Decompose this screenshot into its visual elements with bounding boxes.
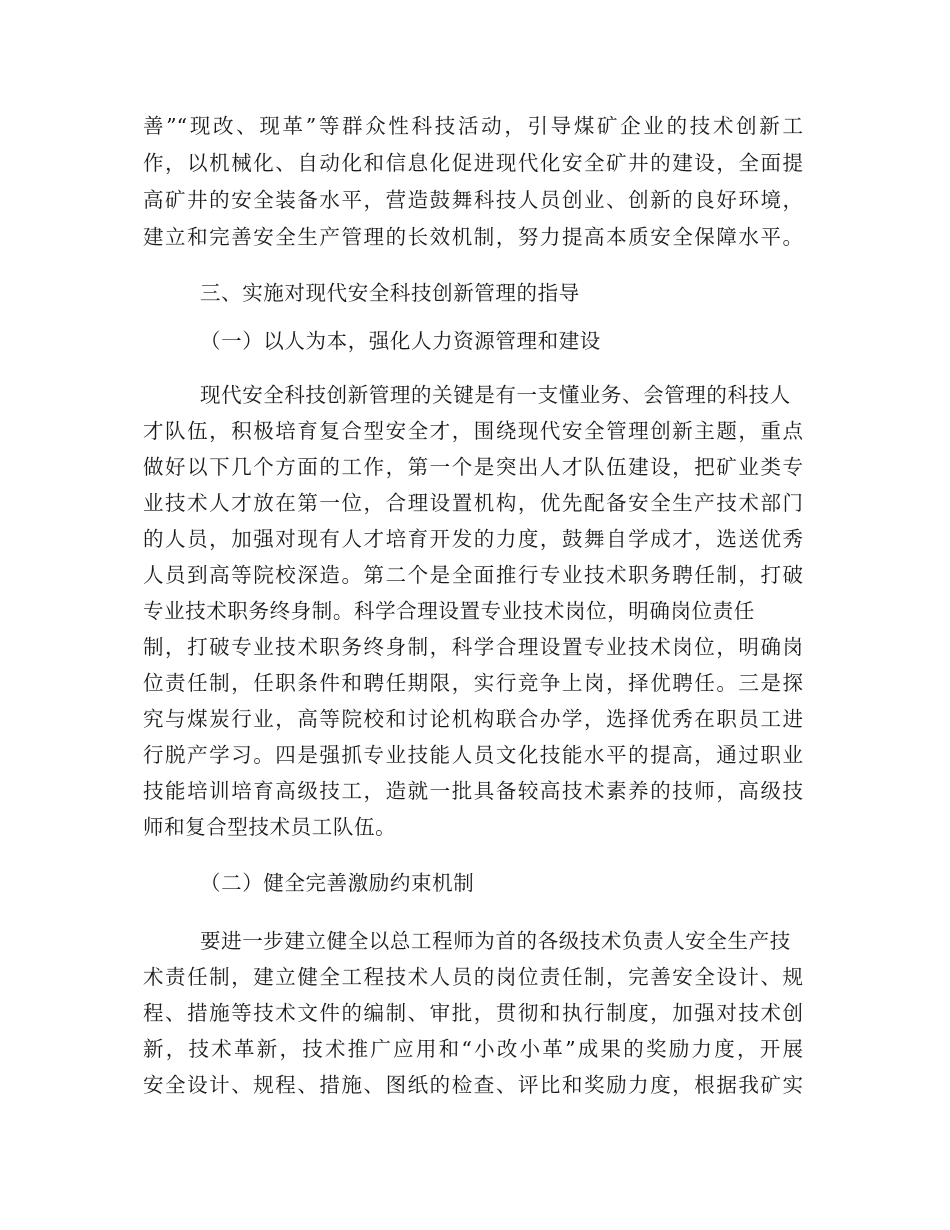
body-text-line: 师和复合型技术员工队伍。 xyxy=(143,815,397,839)
body-text-line: 制，打破专业技术职务终身制，科学合理设置专业技术岗位，明确岗 xyxy=(143,635,803,659)
subsection-heading: （二）健全完善激励约束机制 xyxy=(200,871,475,895)
body-text-line: 善”“现改、现革”等群众性科技活动，引导煤矿企业的技术创新工 xyxy=(143,114,803,138)
body-text-line: 的人员，加强对现有人才培育开发的力度，鼓舞自学成才，选送优秀 xyxy=(143,527,803,551)
body-text-line: 术责任制，建立健全工程技术人员的岗位责任制，完善安全设计、规 xyxy=(143,965,803,989)
body-text-line: 做好以下几个方面的工作，第一个是突出人才队伍建设，把矿业类专 xyxy=(143,455,803,479)
body-text-line: 才队伍，积极培育复合型安全才，围绕现代安全管理创新主题，重点 xyxy=(143,419,803,443)
body-text-line: 技能培训培育高级技工，造就一批具备较高技术素养的技师，高级技 xyxy=(143,779,803,803)
body-text-line: 要进一步建立健全以总工程师为首的各级技术负责人安全生产技 xyxy=(200,929,791,953)
body-text-line: 现代安全科技创新管理的关键是有一支懂业务、会管理的科技人 xyxy=(200,383,791,407)
body-text-line: 作，以机械化、自动化和信息化促进现代化安全矿井的建设，全面提 xyxy=(143,151,803,175)
body-text-line: 安全设计、规程、措施、图纸的检查、评比和奖励力度，根据我矿实 xyxy=(143,1073,803,1097)
body-text-line: 究与煤炭行业，高等院校和讨论机构联合办学，选择优秀在职员工进 xyxy=(143,707,803,731)
body-text-line: 人员到高等院校深造。第二个是全面推行专业技术职务聘任制，打破 xyxy=(143,563,803,587)
body-text-line: 新，技术革新，技术推广应用和“小改小革”成果的奖励力度，开展 xyxy=(143,1037,803,1061)
body-text-line: 位责任制，任职条件和聘任期限，实行竞争上岗，择优聘任。三是探 xyxy=(143,671,803,695)
body-text-line: 程、措施等技术文件的编制、审批，贯彻和执行制度，加强对技术创 xyxy=(143,1001,803,1025)
body-text-line: 业技术人才放在第一位，合理设置机构，优先配备安全生产技术部门 xyxy=(143,491,803,515)
body-text-line: 建立和完善安全生产管理的长效机制，努力提高本质安全保障水平。 xyxy=(143,225,803,249)
subsection-heading: （一）以人为本，强化人力资源管理和建设 xyxy=(200,329,601,353)
section-heading: 三、实施对现代安全科技创新管理的指导 xyxy=(200,281,580,305)
body-text-line: 高矿井的安全装备水平，营造鼓舞科技人员创业、创新的良好环境， xyxy=(143,188,803,212)
body-text-line: 行脱产学习。四是强抓专业技能人员文化技能水平的提高，通过职业 xyxy=(143,743,803,767)
body-text-line: 专业技术职务终身制。科学合理设置专业技术岗位，明确岗位责任 xyxy=(143,599,755,623)
